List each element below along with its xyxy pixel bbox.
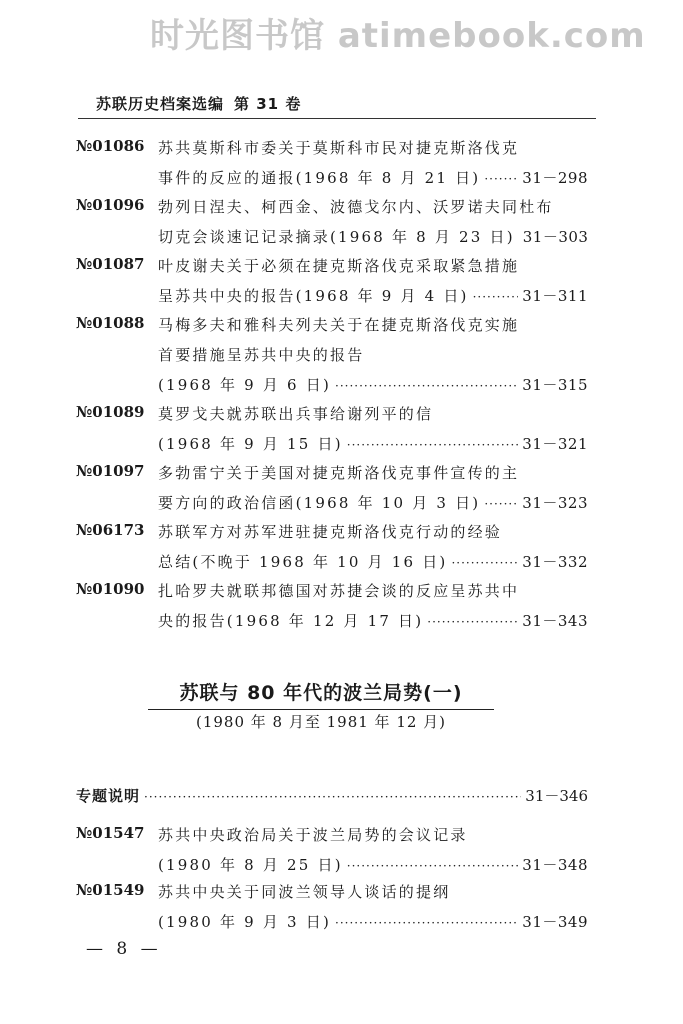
page-ref: 31－321 [522, 435, 588, 453]
page-ref: 31－332 [522, 553, 588, 571]
leader-dots [347, 859, 519, 873]
volume-label: 第 31 卷 [234, 95, 302, 113]
entry-line: 呈苏共中央的报告(1968 年 9 月 4 日) ····· 31－311 [158, 285, 588, 315]
entry-line: (1980 年 8 月 25 日) ····· 31－348 [158, 854, 588, 884]
topic-label: 专题说明 [76, 787, 141, 805]
series-title: 苏联历史档案选编 [96, 95, 225, 113]
section-subtitle: (1980 年 8 月至 1981 年 12 月) [195, 713, 447, 731]
page-ref: 31－346 [525, 787, 588, 805]
entry-line: 央的报告(1968 年 12 月 17 日) ····· 31－343 [158, 610, 588, 640]
entry-line: 苏联军方对苏军进驻捷克斯洛伐克行动的经验 [158, 523, 503, 541]
page-ref: 31－349 [522, 913, 588, 931]
entry-line: 莫罗戈夫就苏联出兵事给谢列平的信 [158, 405, 434, 423]
entry-line: 苏共中央关于同波兰领导人谈话的提纲 [158, 883, 451, 901]
entry-line: (1968 年 9 月 6 日) ····· 31－315 [158, 374, 588, 404]
entry-number: №01097 [76, 462, 145, 480]
entry-line: 马梅多夫和雅科夫列夫关于在捷克斯洛伐克实施 [158, 316, 520, 334]
entry-number: №01096 [76, 196, 145, 214]
leader-dots [473, 290, 519, 304]
entry-line: 要方向的政治信函(1968 年 10 月 3 日) ····· 31－323 [158, 492, 588, 522]
page-ref: 31－303 [522, 228, 589, 246]
leader-dots [427, 615, 518, 629]
entry-line: 叶皮谢夫关于必须在捷克斯洛伐克采取紧急措施 [158, 257, 520, 275]
header-rule [78, 118, 596, 119]
entry-line: 多勃雷宁关于美国对捷克斯洛伐克事件宣传的主 [158, 464, 520, 482]
entry-number: №01549 [76, 881, 145, 899]
entry-line: 苏共中央政治局关于波兰局势的会议记录 [158, 826, 468, 844]
page-ref: 31－298 [522, 169, 588, 187]
topic-note-entry[interactable] [76, 785, 588, 806]
entry-number: №01086 [76, 137, 145, 155]
leader-dots [451, 556, 518, 570]
entry-line: 苏共莫斯科市委关于莫斯科市民对捷克斯洛伐克 [158, 139, 520, 157]
entry-line: 勃列日涅夫、柯西金、波德戈尔内、沃罗诺夫同杜布 [158, 198, 554, 216]
entry-line: 扎哈罗夫就联邦德国对苏捷会谈的反应呈苏共中 [158, 582, 520, 600]
entry-number: №01547 [76, 824, 145, 842]
leader-dots [335, 379, 518, 393]
page-ref: 31－348 [522, 856, 588, 874]
entry-number: №01090 [76, 580, 145, 598]
entry-number: №06173 [76, 521, 145, 539]
entry-line: 总结(不晚于 1968 年 10 月 16 日) ····· 31－332 [158, 551, 588, 581]
page-ref: 31－323 [522, 494, 588, 512]
entry-number: №01089 [76, 403, 145, 421]
watermark: 时光图书馆 atimebook.com [150, 16, 646, 56]
entry-line: 切克会谈速记记录摘录(1968 年 8 月 23 日) 31－303 [158, 228, 589, 246]
page-number: — 8 — [86, 939, 162, 959]
entry-number: №01088 [76, 314, 145, 332]
entry-line: (1968 年 9 月 15 日) ····· 31－321 [158, 433, 588, 463]
leader-dots [484, 172, 518, 186]
section-title[interactable]: 苏联与 80 年代的波兰局势(一) [148, 678, 494, 710]
leader-dots [144, 790, 521, 804]
entry-line: 首要措施呈苏共中央的报告 [158, 346, 365, 364]
running-head [96, 93, 301, 114]
leader-dots [347, 438, 519, 452]
page-ref: 31－311 [522, 287, 588, 305]
entry-line: (1980 年 9 月 3 日) ····· 31－349 [158, 911, 588, 941]
page-ref: 31－315 [522, 376, 588, 394]
leader-dots [484, 497, 518, 511]
page-ref: 31－343 [522, 612, 588, 630]
entry-number: №01087 [76, 255, 145, 273]
entry-line: 事件的反应的通报(1968 年 8 月 21 日) ····· 31－298 [158, 167, 588, 197]
leader-dots [335, 916, 518, 930]
